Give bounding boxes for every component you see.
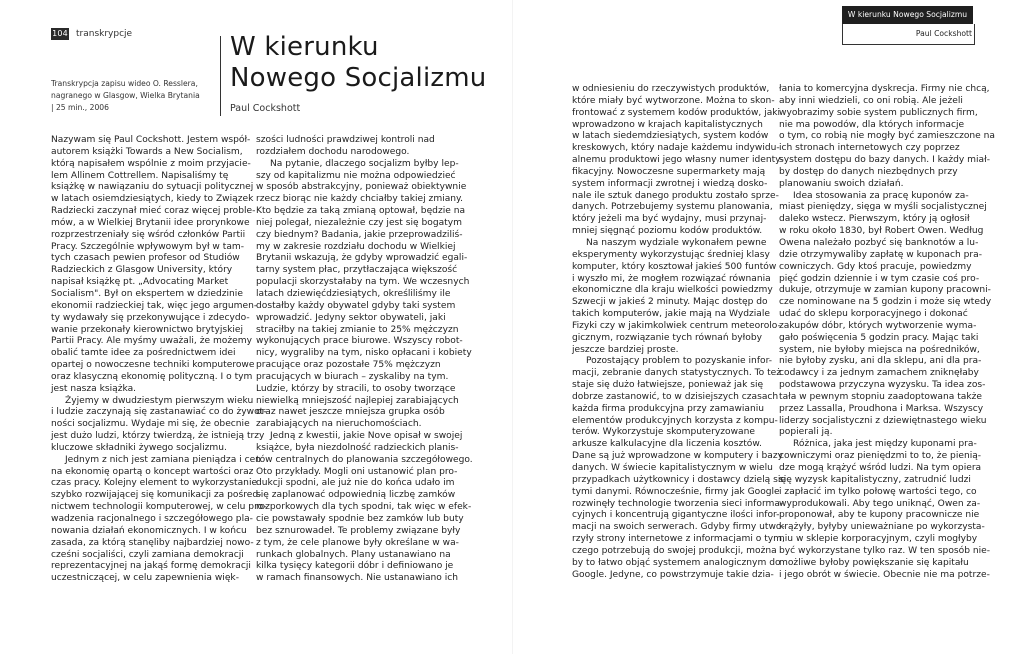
text-line: danych. Potrzebujemy systemu planowania,: [572, 202, 773, 213]
text-line: w sposób abstrakcyjny, ponieważ obiektywnie: [256, 182, 467, 193]
text-line: z tym, że cele planowe były określane w wa-: [256, 537, 459, 548]
text-line: danych. W świecie kapitalistycznym w wielu: [572, 463, 773, 473]
text-line: zasada, za którą stanęliby najbardziej nowo-: [51, 537, 254, 548]
text-column-3: [572, 84, 786, 581]
text-line: rzyły strony internetowe z informacjami o tym,: [572, 534, 785, 545]
text-line: cyjnych i koncentrują gigantyczne ilości infor-: [572, 510, 780, 521]
text-line: wanie przekonały kierownictwo brytyjskiej: [51, 324, 244, 335]
text-line: niej polegał, niezależnie czy jest się bogatym: [256, 217, 462, 228]
text-line: i jego obrót w świecie. Obecnie nie ma potrze-: [779, 569, 990, 580]
text-line: kluczowe składniki żywego socjalizmu.: [51, 442, 227, 453]
text-line: oraz klasyczną ekonomię polityczną. I o tym: [51, 371, 253, 382]
text-line: być wykorzystane tylko raz. W ten sposób nie-: [779, 545, 991, 556]
text-line: Brytanii wskazują, że gdyby wprowadzić egali-: [256, 253, 468, 264]
text-line: arkusze kalkulacyjne dla liczenia kosztów.: [572, 439, 762, 450]
text-line: Google. Jedyne, co powstrzymuje takie dzia-: [572, 569, 774, 580]
text-column-2: [256, 135, 473, 585]
text-line: autorem książki Towards a New Socialism,: [51, 146, 243, 157]
text-line: się wyzysk kapitalistyczny, zatrudnić ludzi: [779, 474, 971, 485]
text-line: dze mogą krążyć wśród ludzi. Na tym opiera: [779, 463, 982, 473]
text-line: runkach globalnych. Plany ustanawiano na: [256, 549, 451, 560]
text-line: przez Lassalla, Proudhona i Marksa. Wszyscy: [779, 403, 984, 414]
text-line: wyobrazimy sobie system publicznych firm,: [779, 107, 978, 118]
text-line: które miały być wytworzone. Można to skon-: [572, 95, 775, 106]
text-line: kreskowych, który nadaje każdemu indywidu-: [572, 143, 780, 154]
text-line: ności socjalizmu. Wydaje mi się, że obecnie: [51, 419, 250, 430]
text-line: Oto przykłady. Mogli oni ustanowić plan pro-: [256, 466, 458, 477]
text-line: bez sznurowadeł. Te problemy związane były: [256, 525, 461, 536]
meta-line: | 25 min., 2006: [51, 103, 109, 112]
text-line: w odniesieniu do rzeczywistych produktów,: [572, 84, 770, 94]
title-line: Nowego Socjalizmu: [230, 63, 487, 93]
text-line: szości ludności prawdziwej kontroli nad: [256, 135, 435, 145]
text-line: Pracy. Szczególnie wpływowym był w tam-: [51, 241, 245, 252]
running-title: W kierunku Nowego Socjalizmu: [842, 6, 973, 24]
text-line: który jeżeli ma być wydajny, musi przynaj-: [572, 214, 767, 225]
text-line: pracujące oraz pozostałe 75% mężczyzn: [256, 360, 441, 371]
text-line: rozprzestrzeniały się wśród członków Partii: [51, 229, 246, 240]
text-line: tów centralnych do planowania szczegółowego.: [256, 454, 473, 465]
text-line: reprezentacyjnej na jakąś formę demokracji: [51, 561, 251, 572]
text-line: wykonujących prace biurowe. Wszyscy robot-: [256, 336, 463, 347]
author-byline: Paul Cockshott: [230, 103, 301, 114]
meta-line: Transkrypcja zapisu wideo O. Resslera,: [51, 79, 198, 88]
text-line: obalić tamte idee za pośrednictwem idei: [51, 348, 236, 359]
text-line: eksperymenty wykorzystując średniej klasy: [572, 249, 770, 260]
article-title: [230, 32, 486, 94]
text-line: straciłby na takiej zmianie to 25% mężczyzn: [256, 324, 459, 335]
meta-line: nagranego w Glasgow, Wielka Brytania: [51, 91, 200, 100]
text-line: tymi danymi. Równocześnie, firmy jak Google: [572, 486, 780, 497]
text-line: aby inni wiedzieli, co oni robią. Ale jeżeli: [779, 95, 963, 106]
text-line: kilka tysięcy kategorii dóbr i definiowano je: [256, 561, 454, 572]
text-line: czego potrzebują do swojej produkcji, można: [572, 545, 777, 556]
video-metadata: [51, 78, 211, 114]
text-line: miast pieniędzy, sięga w myśli socjalistycznej: [779, 202, 987, 213]
text-line: niu w sklepie korporacyjnym, czyli mogłyby: [779, 534, 978, 545]
text-line: rozporkowych dla tych spodni, tak więc w efek-: [256, 502, 472, 513]
text-line: populacji skorzystałaby na tym. We wczesnych: [256, 277, 470, 288]
text-line: w ramach finansowych. Nie ustanawiano ich: [256, 573, 459, 584]
text-line: proponował, aby te kupony pracownicze nie: [779, 510, 980, 521]
text-line: napisał książkę pt. „Advocating Market: [51, 277, 229, 288]
page-gutter: [512, 0, 513, 654]
text-line: ekonomii radzieckiej tak, więc jego argumen-: [51, 300, 258, 311]
text-line: Pozostający problem to pozyskanie infor-: [586, 356, 773, 367]
text-line: ich stronach internetowych czy poprzez: [779, 143, 960, 154]
text-line: tych czasach pewien profesor od Studiów: [51, 253, 240, 264]
text-line: Nazywam się Paul Cockshott. Jestem współ-: [51, 135, 251, 145]
text-line: by dostęp do danych niezbędnych przy: [779, 166, 958, 177]
text-line: cze nominowane na 5 godzin i może się wtedy: [779, 297, 992, 308]
text-line: udać do sklepu korporacyjnego i dokonać: [779, 309, 968, 320]
text-line: liderzy socjalistyczni z dziewiętnastego wieku: [779, 415, 987, 426]
text-line: tarny system płac, przytłaczająca większość: [256, 265, 458, 276]
text-line: i ludzie zaczynają się zastanawiać co do żywot-: [51, 407, 267, 418]
text-line: popierali ją.: [779, 427, 833, 438]
text-line: cowniczych. Gdy ktoś pracuje, powiedzmy: [779, 261, 972, 272]
text-line: gicznym, rozwiązanie tych równań byłoby: [572, 332, 762, 343]
text-line: jeszcze bardziej proste.: [572, 344, 679, 355]
text-line: niewielką mniejszość najlepiej zarabiających: [256, 395, 459, 406]
text-line: nie ma powodów, dla których informacje: [779, 119, 965, 130]
text-line: oraz nawet jeszcze mniejsza grupka osób: [256, 407, 445, 418]
text-line: i wyszło mi, że mogłem rozwiązać równania: [572, 273, 771, 284]
text-line: krążyły, byłyby unieważniane po wykorzysta-: [779, 522, 985, 533]
page-number: 104: [52, 29, 68, 38]
text-line: Radzieckich z Glasgow University, który: [51, 265, 233, 276]
text-column-1: [51, 135, 267, 585]
text-line: Żyjemy w dwudziestym pierwszym wieku: [65, 395, 254, 406]
text-line: dobrze zastanowić, to w dzisiejszych czasach: [572, 391, 779, 402]
text-line: uczestniczącej, w celu zapewnienia więk-: [51, 573, 239, 584]
text-line: cie powstawały spodnie bez zamków lub buty: [256, 514, 464, 524]
text-line: ty wydawały się przekonywujące i zdecydo-: [51, 312, 250, 323]
text-line: dukuje, otrzymuje w zamian kupony pracowni-: [779, 285, 991, 296]
text-line: Idea stosowania za pracę kuponów za-: [793, 190, 969, 201]
text-line: pracujących w biurach – zyskaliby na tym.: [256, 371, 449, 382]
text-line: daleko wstecz. Pierwszym, który ją ogłosił: [779, 214, 970, 225]
text-line: przypadkach użytkownicy i dostawcy dzielą się: [572, 474, 786, 485]
text-line: fikacyjny. Nowoczesne supermarkety mają: [572, 166, 766, 177]
text-line: Fizyki czy w jakimkolwiek centrum meteorolo-: [572, 320, 781, 331]
text-line: Kto będzie za taką zmianą optował, będzie na: [256, 206, 466, 217]
text-line: staje się dużo łatwiejsze, ponieważ jak się: [572, 380, 764, 391]
text-line: czas pracy. Kolejny element to wykorzystanie: [51, 478, 258, 489]
text-line: Radziecki zaczynał mieć coraz więcej proble-: [51, 206, 256, 217]
text-line: komputer, który kosztował jakieś 500 funtów: [572, 261, 777, 272]
text-line: Partii Pracy. Ale myśmy uważali, że możemy: [51, 336, 252, 347]
text-line: wadzenia racjonalnego i szczegółowego pla-: [51, 514, 253, 524]
text-line: nie byłoby zysku, ani dla sklepu, ani dla pra-: [779, 356, 982, 367]
text-line: Na naszym wydziale wykonałem pewne: [586, 237, 767, 248]
text-line: jest nasza książka.: [51, 383, 137, 394]
text-line: macji na swoich serwerach. Gdyby firmy utwo-: [572, 522, 785, 533]
text-line: szy od kapitalizmu nie można odpowiedzieć: [256, 170, 456, 181]
text-line: cześni socjaliści, czyli zamiana demokracji: [51, 549, 244, 560]
text-line: Ludzie, którzy by stracili, to osoby tworzące: [256, 383, 456, 394]
text-line: mniej sięgnąć poziomu kodów produktów.: [572, 226, 763, 237]
text-line: tała w pewnym stopniu zaadoptowana także: [779, 391, 982, 402]
text-line: dostałby każdy obywatel gdyby taki system: [256, 300, 456, 311]
text-line: Socialism". Był on ekspertem w dziedzinie: [51, 288, 243, 299]
text-line: wyprodukowali. Aby tego uniknąć, Owen za-: [779, 498, 981, 509]
text-line: w latach siedemdziesiątych, system kodów: [572, 131, 769, 142]
text-line: w latach osiemdziesiątych, kiedy to Związek: [51, 194, 254, 205]
text-line: łania to komercyjna dyskrecja. Firmy nie chcą,: [779, 84, 990, 94]
text-line: cowniczymi oraz pieniędzmi to to, że pienią-: [779, 451, 982, 462]
text-line: jest dużo ludzi, którzy twierdzą, że istnieją trzy: [51, 431, 265, 442]
text-line: czy biednym? Badania, jakie przeprowadziliś-: [256, 229, 463, 240]
text-line: Owena należało pozbyć się banknotów a lu-: [779, 237, 979, 248]
text-line: by to łatwo objąć systemem analogicznym do: [572, 557, 781, 568]
text-line: podstawowa przyczyna wyzysku. Ta idea zos-: [779, 380, 986, 391]
text-line: nowania działań ekonomicznych. I w końcu: [51, 525, 247, 536]
text-line: takich komputerów, jakie mają na Wydziale: [572, 309, 770, 320]
text-line: o tym, co robią nie mogły być zamieszczone na: [779, 131, 995, 142]
text-line: w roku około 1830, był Robert Owen. Według: [779, 226, 984, 237]
text-line: ekonomiczne dla kraju wielkości powiedzmy: [572, 285, 773, 296]
text-line: książce, była niezdolność radzieckich planis-: [256, 442, 459, 453]
text-line: latach dziewięćdziesiątych, określiliśmy ile: [256, 288, 451, 299]
text-line: nictwem technologii komputerowej, w celu pro-: [51, 502, 267, 513]
text-line: rozwinęły technologie tworzenia sieci informa-: [572, 498, 784, 509]
text-line: na ekonomię opartą o koncept wartości oraz: [51, 466, 254, 477]
text-line: alnemu produktowi jego własny numer identy-: [572, 155, 784, 166]
text-line: którą napisałem wspólnie z moim przyjacie-: [51, 158, 251, 169]
text-line: Dane są już wprowadzone w komputery i bazy: [572, 451, 783, 462]
text-line: my w zakresie rozdziału dochodu w Wielkiej: [256, 241, 456, 252]
text-line: nale ile sztuk danego produktu zostało sprze-: [572, 190, 779, 201]
text-line: rzecz biorąc nie każdy chciałby takiej zmiany.: [256, 194, 464, 205]
text-line: system, nie byłoby miejsca na pośredników,: [779, 344, 980, 355]
text-line: Szwecji w jakieś 2 minuty. Mając dostęp do: [572, 297, 768, 308]
text-line: nicy, wygraliby na tym, nisko opłacani i kobiety: [256, 348, 472, 359]
text-line: dukcji spodni, ale już nie do końca udało im: [256, 478, 455, 489]
text-line: się zaplanować odpowiednią liczbę zamków: [256, 490, 456, 501]
text-line: książkę w nawiązaniu do sytuacji politycznej: [51, 182, 254, 193]
text-line: pięć godzin dziennie i w tym czasie coś pro-: [779, 273, 980, 284]
text-line: wprowadzono w krajach kapitalistycznych: [572, 119, 763, 130]
text-line: frontować z systemem kodów produktów, jaki: [572, 107, 781, 118]
text-line: macji, zebranie danych statystycznych. To też: [572, 368, 782, 379]
text-line: szybko rozwijającej się komunikacji za pośred-: [51, 490, 262, 501]
text-line: elementów produkcyjnych korzysta z kompu-: [572, 415, 778, 426]
text-line: zakupów dóbr, których wytworzenie wyma-: [779, 320, 977, 331]
text-line: Jedną z kwestii, jakie Nove opisał w swojej: [270, 431, 463, 442]
text-line: i zapłacić im tylko połowę wartości tego, co: [779, 486, 977, 497]
text-line: opartej o nowoczesne techniki komputerowe: [51, 360, 255, 371]
title-divider: [220, 36, 221, 116]
text-line: rozdziałem dochodu narodowego.: [256, 146, 410, 157]
text-line: mów, a w Wielkiej Brytanii idee prorynkowe: [51, 217, 250, 228]
text-line: Na pytanie, dlaczego socjalizm byłby lep-: [270, 158, 459, 169]
text-column-4: [779, 84, 995, 581]
text-line: możliwe byłoby powiększanie się kapitału: [779, 557, 969, 568]
section-label: transkrypcje: [76, 29, 133, 39]
text-line: system dostępu do bazy danych. I każdy miał-: [779, 155, 990, 166]
text-line: wprowadzić. Jedyny sektor obywateli, jaki: [256, 312, 446, 323]
title-line: W kierunku: [230, 32, 379, 62]
running-author: Paul Cockshott: [842, 24, 975, 45]
text-line: dzie otrzymywaliby zapłatę w kuponach pra-: [779, 249, 983, 260]
text-line: Różnica, jaka jest między kuponami pra-: [793, 439, 977, 450]
text-line: Jednym z nich jest zamiana pieniądza i cen: [65, 454, 261, 465]
text-line: lem Allinem Cottrellem. Napisaliśmy tę: [51, 170, 229, 181]
text-line: planowaniu swoich działań.: [779, 178, 904, 189]
text-line: codawcy i za jednym zamachem zniknęłaby: [779, 368, 979, 379]
text-line: terów. Wykorzystuje skomputeryzowane: [572, 427, 755, 438]
text-line: gało poświęcenia 5 godzin pracy. Mając taki: [779, 332, 979, 343]
text-line: system informacji zwrotnej i wiedzą dosko-: [572, 178, 768, 189]
text-line: zarabiających na nieruchomościach.: [256, 419, 422, 430]
text-line: każda firma produkcyjna przy zamawianiu: [572, 403, 765, 414]
